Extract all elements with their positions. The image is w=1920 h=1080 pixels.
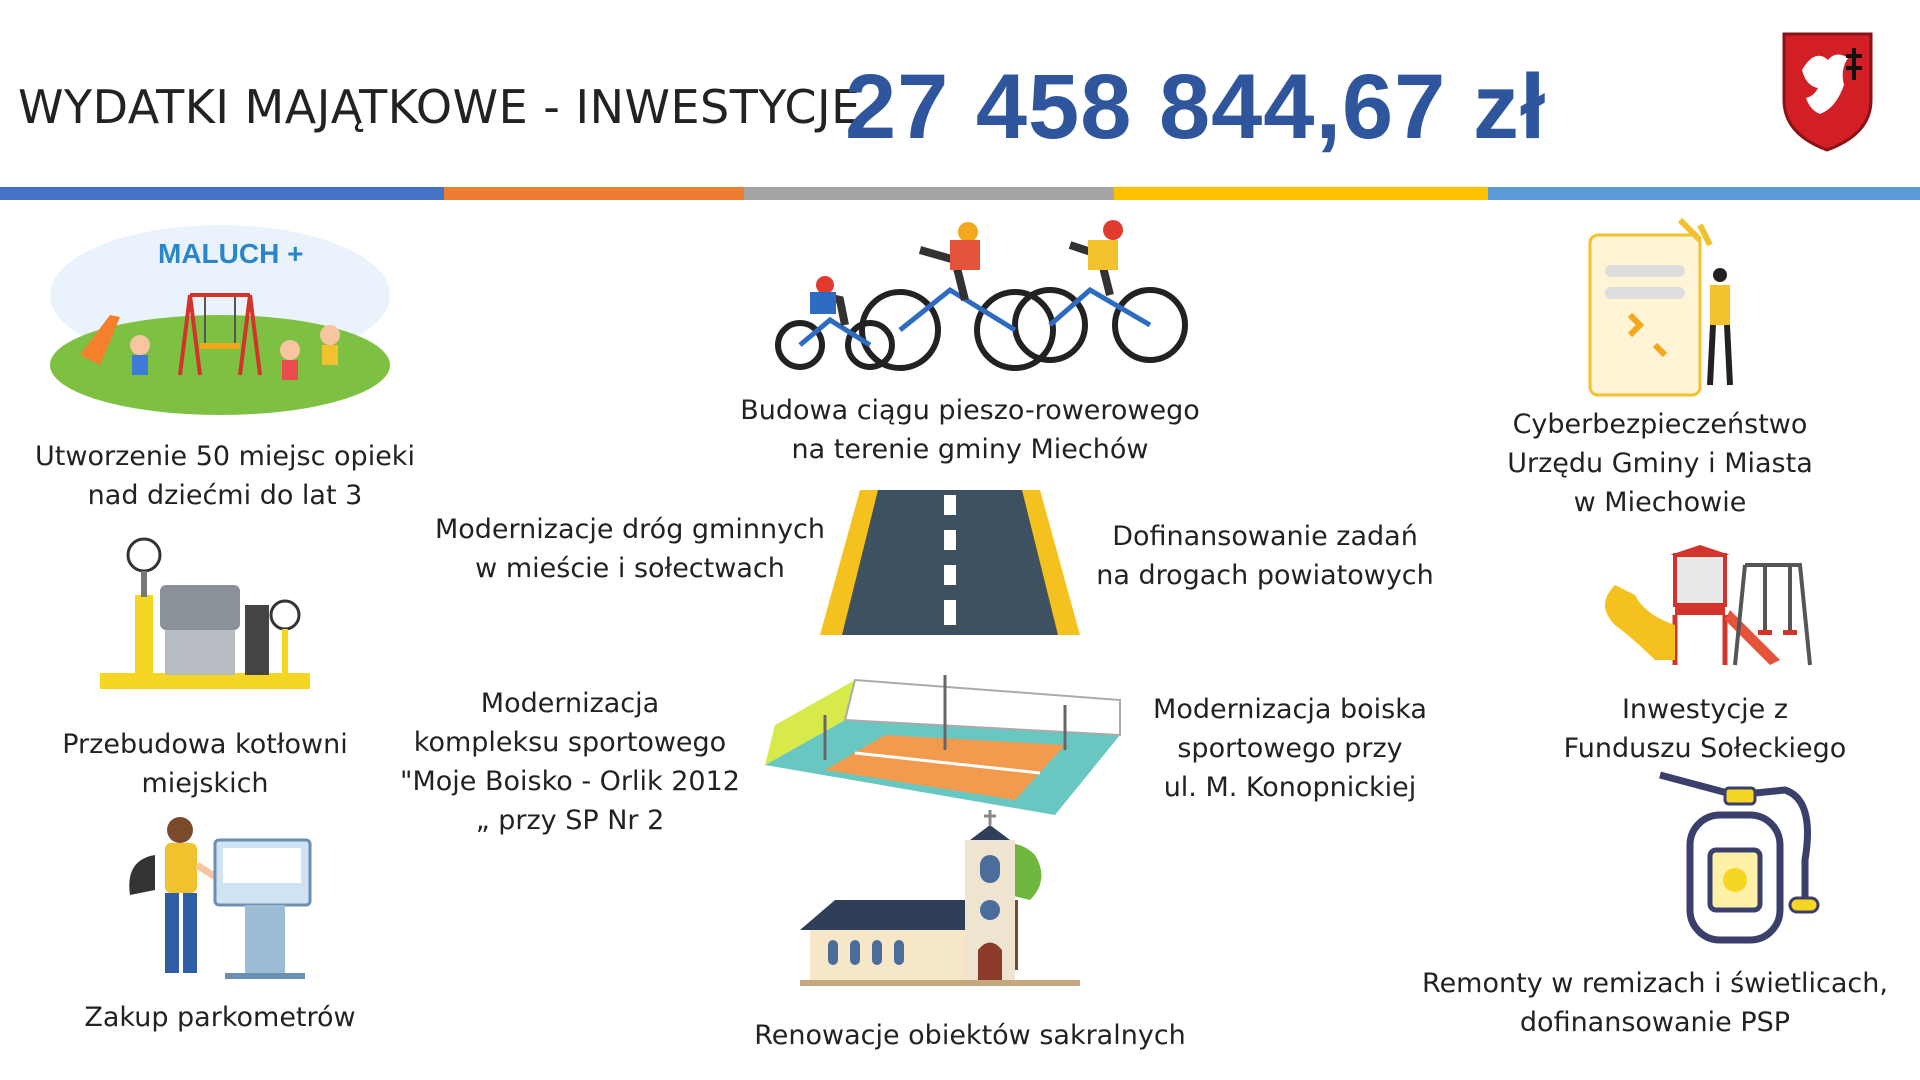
page-title: WYDATKI MAJĄTKOWE - INWESTYCJE	[18, 80, 861, 134]
label-sakralne: Renowacje obiektów sakralnych	[754, 1020, 1186, 1051]
label-orlik: Modernizacja kompleksu sportowego "Moje Boisko - Orlik 2012 „ przy SP Nr 2	[400, 688, 740, 836]
stripe-yellow	[1114, 187, 1488, 200]
label-maluch: Utworzenie 50 miejsc opieki nad dziećmi do lat 3	[35, 441, 415, 511]
church-icon	[800, 820, 1080, 990]
road-icon	[820, 490, 1080, 635]
cyclists-icon	[770, 220, 1190, 370]
label-boisko: Modernizacja boiska sportowego przy ul. M. Konopnickiej	[1153, 694, 1427, 803]
fire-extinguisher-icon	[1655, 770, 1815, 945]
stripe-lightblue	[1488, 187, 1920, 200]
label-parkometry: Zakup parkometrów	[84, 1002, 356, 1033]
label-cyber: Cyberbezpieczeństwo Urzędu Gminy i Miasta w Miechowie	[1507, 409, 1813, 518]
label-kotlownia: Przebudowa kotłowni miejskich	[62, 729, 348, 799]
coat-of-arms-icon	[1780, 30, 1875, 152]
label-rower: Budowa ciągu pieszo-rowerowego na terenie gminy Miechów	[740, 395, 1200, 465]
label-drogi-gminne: Modernizacje dróg gminnych w mieście i sołectwach	[434, 514, 826, 584]
label-remizy: Remonty w remizach i świetlicach, dofinansowanie PSP	[1422, 968, 1888, 1038]
boiler-valves-icon	[95, 535, 315, 710]
total-amount: 27 458 844,67 zł	[845, 56, 1547, 158]
stripe-orange	[444, 187, 744, 200]
label-drogi-powiatowe: Dofinansowanie zadań na drogach powiatowych	[1096, 521, 1434, 591]
parking-meter-icon	[105, 815, 315, 980]
stripe-gray	[744, 187, 1114, 200]
cybersecurity-icon	[1570, 215, 1750, 395]
playground-slide-icon	[1595, 545, 1815, 670]
stripe-blue	[0, 187, 444, 200]
label-solecki: Inwestycje z Funduszu Sołeckiego	[1563, 694, 1847, 764]
sports-field-icon	[765, 665, 1120, 815]
maluch-logo: MALUCH +	[158, 238, 304, 269]
